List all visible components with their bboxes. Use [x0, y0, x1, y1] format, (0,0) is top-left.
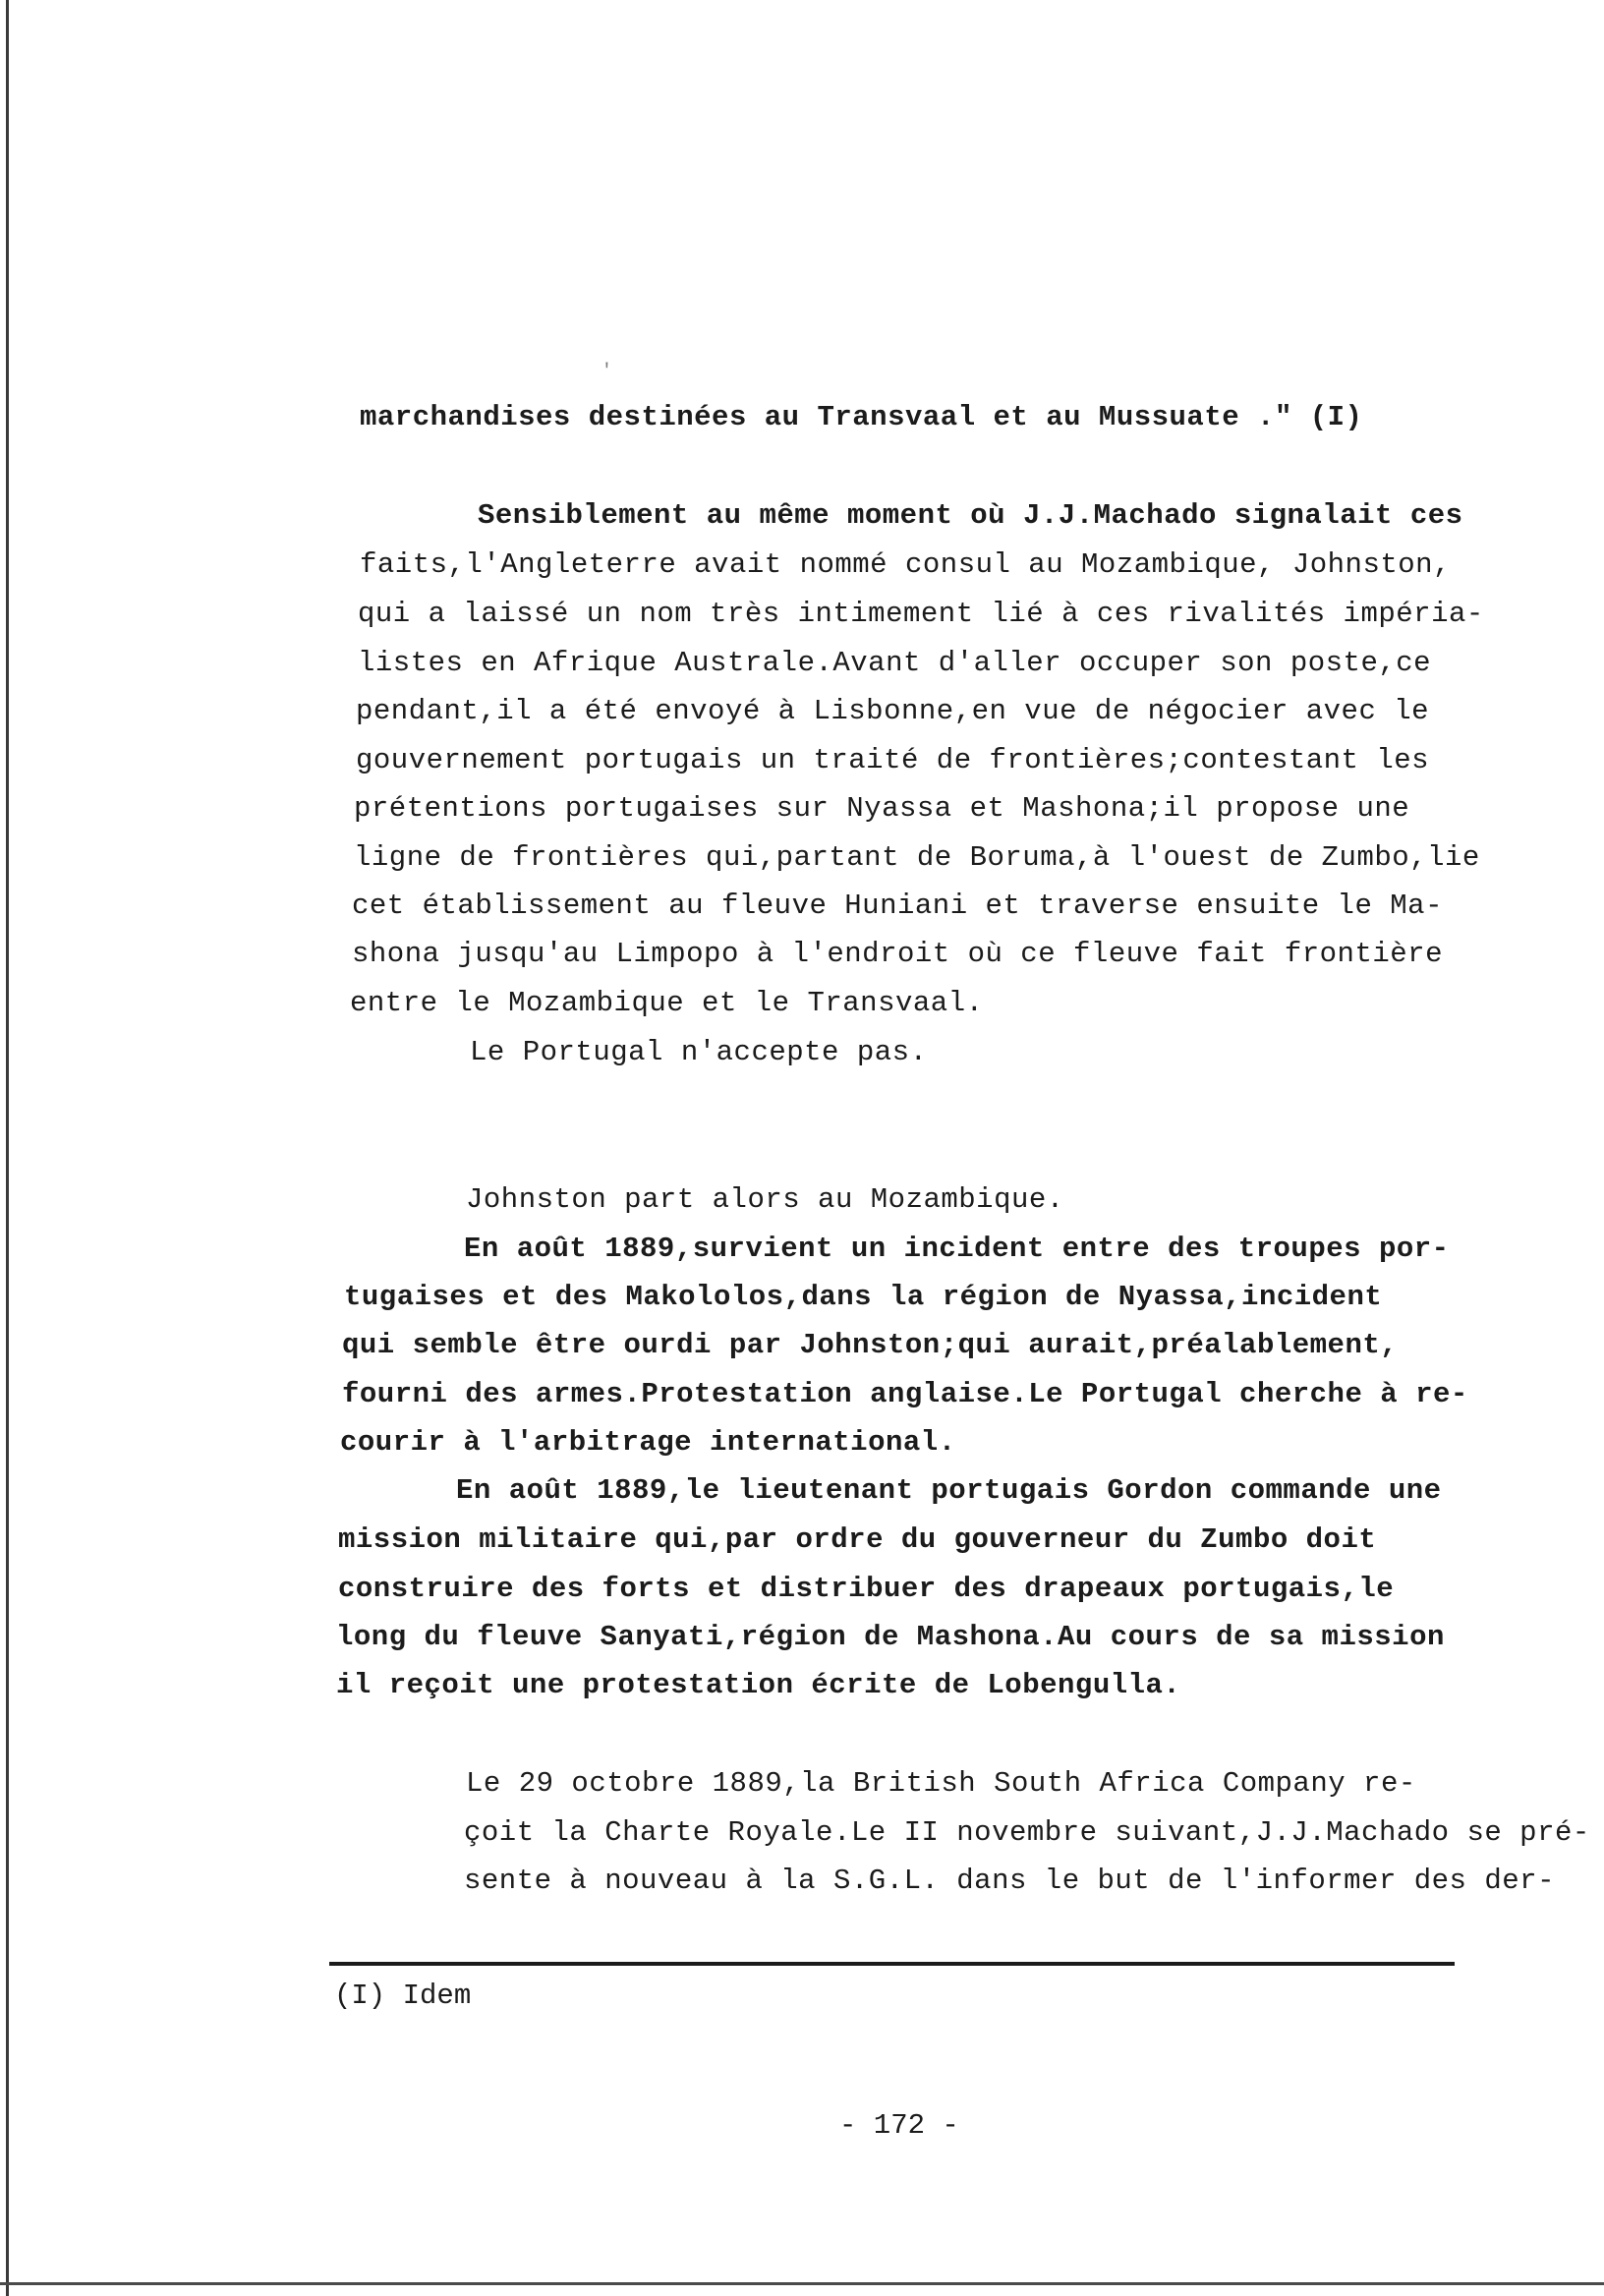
scan-bottom-edge — [0, 2282, 1604, 2285]
text-line-10: cet établissement au fleuve Huniani et traverse ensuite le Ma- — [352, 890, 1443, 922]
text-line-19: courir à l'arbitrage international. — [340, 1426, 956, 1459]
text-line-3: faits,l'Angleterre avait nommé consul au Mozambique, Johnston, — [360, 548, 1451, 581]
text-line-21: mission militaire qui,par ordre du gouverneur du Zumbo doit — [338, 1523, 1377, 1556]
footnote-rule — [329, 1962, 1455, 1966]
text-line-17: qui semble être ourdi par Johnston;qui aurait,préalablement, — [342, 1329, 1399, 1361]
text-line-15: En août 1889,survient un incident entre des troupes por- — [464, 1233, 1450, 1265]
text-line-22: construire des forts et distribuer des drapeaux portugais,le — [338, 1573, 1395, 1605]
text-line-18: fourni des armes.Protestation anglaise.Le Portugal cherche à re- — [342, 1378, 1468, 1410]
text-line-20: En août 1889,le lieutenant portugais Gordon commande une — [456, 1474, 1442, 1507]
text-line-24: il reçoit une protestation écrite de Lobengulla. — [336, 1669, 1181, 1701]
text-line-16: tugaises et des Makololos,dans la région de Nyassa,incident — [344, 1281, 1383, 1313]
text-line-8: prétentions portugaises sur Nyassa et Mashona;il propose une — [354, 792, 1410, 825]
text-line-9: ligne de frontières qui,partant de Boruma,à l'ouest de Zumbo,lie — [354, 841, 1480, 874]
text-line-12: entre le Mozambique et le Transvaal. — [350, 987, 984, 1019]
text-line-23: long du fleuve Sanyati,région de Mashona.Au cours de sa mission — [336, 1621, 1445, 1653]
text-line-7: gouvernement portugais un traité de frontières;contestant les — [356, 744, 1430, 776]
scan-speck: ′ — [602, 362, 612, 381]
text-line-5: listes en Afrique Australe.Avant d'aller occuper son poste,ce — [358, 647, 1432, 679]
text-line-4: qui a laissé un nom très intimement lié à ces rivalités impéria- — [358, 598, 1484, 630]
scan-left-edge — [6, 0, 9, 2296]
text-line-11: shona jusqu'au Limpopo à l'endroit où ce fleuve fait frontière — [352, 938, 1443, 970]
page-number: - 172 - — [839, 2109, 959, 2142]
text-line-14: Johnston part alors au Mozambique. — [466, 1183, 1064, 1216]
text-line-25: Le 29 octobre 1889,la British South Africa Company re- — [466, 1767, 1416, 1800]
text-line-1: marchandises destinées au Transvaal et au Mussuate ." (I) — [360, 401, 1363, 433]
text-line-26: çoit la Charte Royale.Le II novembre suivant,J.J.Machado se pré- — [464, 1816, 1590, 1849]
text-line-6: pendant,il a été envoyé à Lisbonne,en vue de négocier avec le — [356, 695, 1430, 727]
text-line-2: Sensiblement au même moment où J.J.Machado signalait ces — [478, 499, 1463, 532]
footnote: (I) Idem — [334, 1980, 472, 2012]
text-line-13: Le Portugal n'accepte pas. — [470, 1036, 928, 1068]
text-line-27: sente à nouveau à la S.G.L. dans le but de l'informer des der- — [464, 1865, 1555, 1897]
